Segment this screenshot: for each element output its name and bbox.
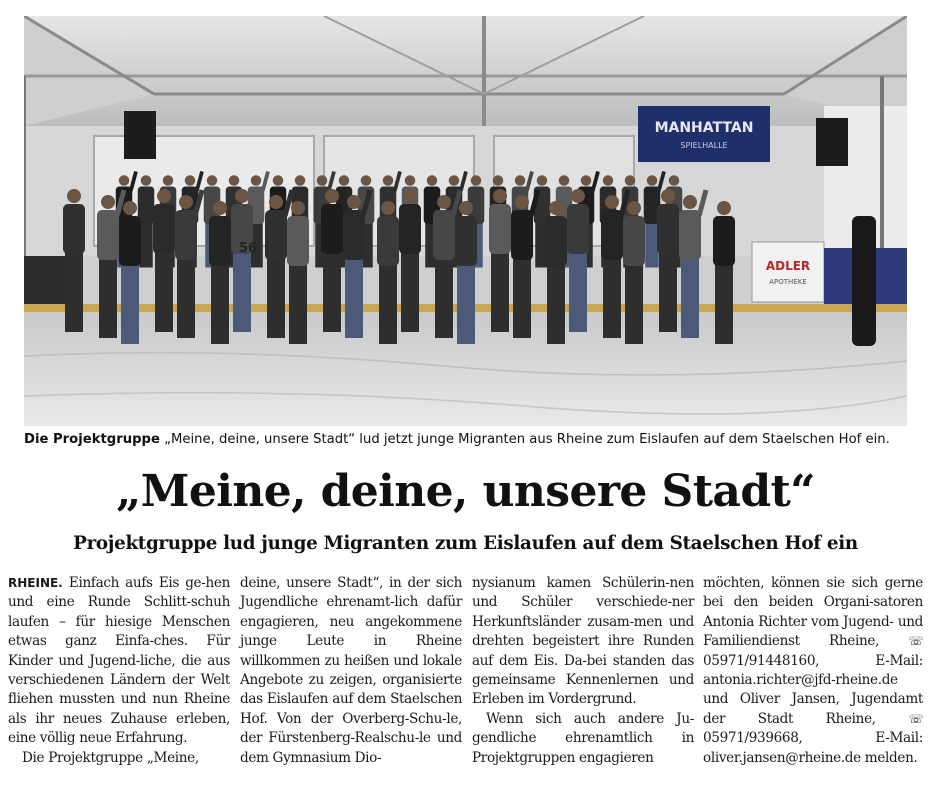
skater-figure [545,201,567,344]
article-column-2 [240,574,462,768]
phone-icon: ☏ [908,634,923,649]
shirt-number: 56 [238,241,258,256]
caption-text: „Meine, deine, unsere Stadt“ lud jetzt junge Migranten aus Rheine zum Eislaufen auf dem Staelschen Hof ein. [159,432,890,447]
article-paragraph [8,574,230,749]
article-paragraph [703,574,923,768]
article-column-4 [703,574,923,768]
paragraph-text: Einfach aufs Eis ge-hen und eine Runde Schlitt-schuh laufen – für hiesige Menschen etwas ganz Einfa-ches. Für Kinder und Jugend-liche, die aus verschiedenen Ländern der Welt fliehen mussten und nun Rheine als ihr neues Zuhause erleben, eine völlig neue Erfahrung. [8,575,230,747]
article-column-1 [8,574,230,768]
skater-figure [657,189,679,332]
skater-figure [455,201,477,344]
spectator-figure [852,216,876,346]
article-photo [24,16,907,426]
skater-figure [399,189,421,332]
skater-figure [489,189,511,332]
dateline: RHEINE. [8,576,63,590]
skater-figure [377,201,399,344]
phone-icon: ☏ [908,711,923,726]
skater-figure [287,201,309,344]
skater-figure [713,201,735,344]
skater-figure [567,189,589,332]
skater-figure [153,189,175,332]
photo-caption [24,430,907,450]
skater-figure [321,189,343,332]
contact-phone: 05971/939668, [703,730,803,747]
skater-figure [119,201,141,344]
skater-figure [209,201,231,344]
skater-figure [623,201,645,344]
contact-text: E-Mail: antonia.richter@jfd-rheine.de und Oliver Jansen, Jugendamt der Stadt Rheine, [703,652,923,727]
sign-subtext: APOTHEKE [769,278,807,286]
headline: „Meine, deine, unsere Stadt“ [116,466,815,517]
tent-roof [24,16,907,126]
contact-text: möchten, können sie sich gerne bei den beiden Organi-satoren Antonia Richter vom Jugend- und Familiendienst Rheine, [703,575,923,650]
contact-phone: 05971/91448160, [703,652,820,669]
caption-lead: Die Projektgruppe [24,432,160,447]
sign-text: ADLER [765,259,811,273]
article-paragraph: Die Projektgruppe „Meine, [22,749,199,766]
speaker-left [124,111,156,159]
skater-figure [63,189,85,332]
article-column-3 [472,574,694,768]
banner-text: MANHATTAN [654,120,754,136]
contact-text: E-Mail: oliver.jansen@rheine.de melden. [703,730,923,766]
subheadline: Projektgruppe lud junge Migranten zum Eislaufen auf dem Staelschen Hof ein [73,533,858,554]
article-paragraph: nysianum kamen Schülerin-nen und Schüler verschiede-ner Herkunftsländer zusam-men und drehten begeistert ihre Runden auf dem Eis. Da-bei standen das gemeinsame Kennenlernen und Erleben im Vordergrund. [472,575,694,708]
article-paragraph: Wenn sich auch andere Ju-gendliche ehrenamtlich in Projektgruppen engagieren [472,710,694,766]
article-paragraph: deine, unsere Stadt“, in der sich Jugendliche ehrenamt-lich dafür engagieren, neu angekommene junge Leute in Rheine willkommen zu heißen und lokale Angebote zu zeigen, organisierte das Eislaufen auf dem Staelschen Hof. Von der Overberg-Schu-le, der Fürstenberg-Realschu-le und dem Gymnasium Dio- [240,575,462,766]
skater-figure [231,189,253,332]
speaker-right [816,118,848,166]
ice-rink-photo [24,16,907,426]
banner-subtext: SPIELHALLE [680,141,728,150]
